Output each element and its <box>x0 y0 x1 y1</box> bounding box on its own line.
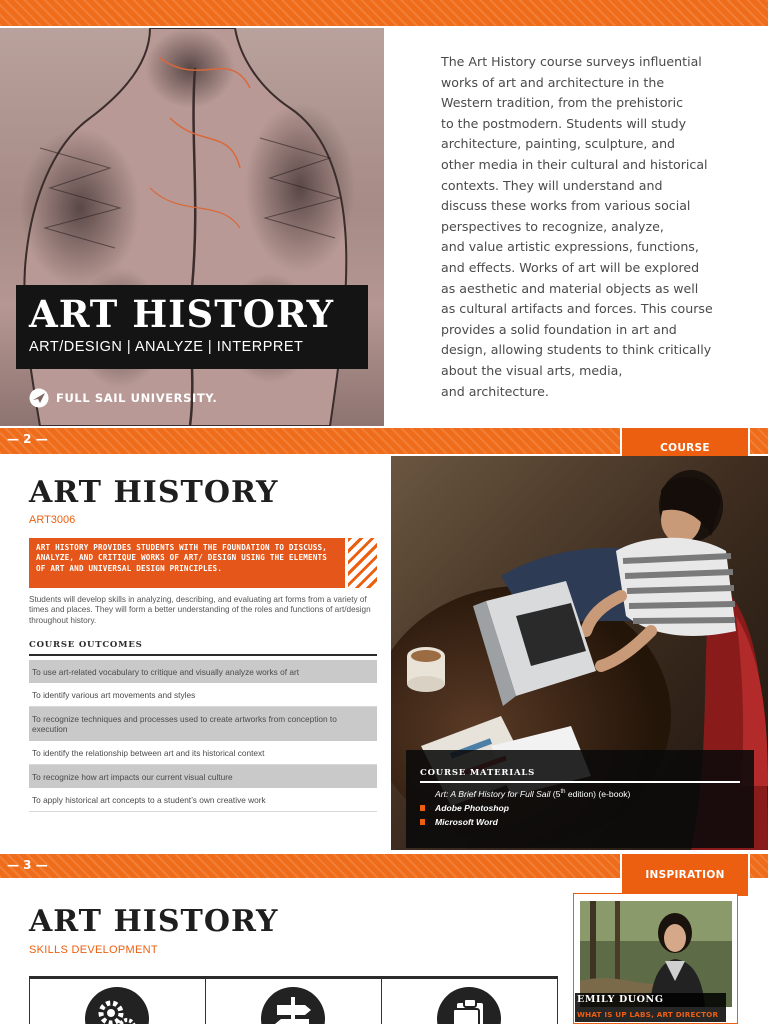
book-edition-post: edition) (e-book) <box>565 788 631 799</box>
intro-line: discuss these works from various social <box>441 198 691 214</box>
cover-title: ART HISTORY <box>29 292 334 336</box>
page-number: — 3 — <box>7 858 48 872</box>
materials-heading: COURSE MATERIALS <box>420 768 740 783</box>
intro-paragraph <box>441 52 716 402</box>
material-item <box>420 817 740 827</box>
bullet-icon <box>420 819 425 825</box>
course-code: ART3006 <box>29 514 76 526</box>
skill-cell <box>30 979 206 1024</box>
skills-grid <box>29 976 558 1024</box>
intro-line: perspectives to recognize, analyze, <box>441 218 664 234</box>
gears-icon <box>85 987 149 1024</box>
intro-line: and effects. Works of art will be explored <box>441 259 700 275</box>
sail-logo-icon <box>29 388 49 408</box>
software-photoshop: Adobe Photoshop <box>435 802 509 813</box>
full-sail-logo <box>29 388 217 408</box>
page-number: — 2 — <box>7 432 48 446</box>
intro-line: Western tradition, from the prehistoric <box>441 95 684 111</box>
intro-line: architecture, painting, sculpture, and <box>441 136 676 152</box>
tab-inspiration[interactable] <box>620 852 750 898</box>
outcome-row <box>29 683 377 707</box>
portrait-illustration <box>580 901 732 1007</box>
clipboard-icon <box>437 987 501 1024</box>
outcome-text: To identify various art movements and styles <box>32 689 196 700</box>
signpost-icon <box>261 987 325 1024</box>
book-title: Art: A Brief History for Full Sail <box>435 788 551 799</box>
intro-line: as aesthetic and material objects as well <box>441 280 699 296</box>
outcome-text: To identify the relationship between art and its historical context <box>32 747 265 758</box>
book-edition-pre: (5 <box>550 788 561 799</box>
intro-line: and architecture. <box>441 383 549 399</box>
intro-line: to the postmodern. Students will study <box>441 115 687 131</box>
outcomes-list <box>29 660 377 812</box>
inspiration-portrait <box>580 901 732 1007</box>
inspiration-role: WHAT IS UP LABS, ART DIRECTOR <box>575 1008 726 1022</box>
intro-line: other media in their cultural and historical <box>441 156 708 172</box>
cover-tagline: ART/DESIGN | ANALYZE | INTERPRET <box>29 339 304 355</box>
outcome-row <box>29 660 377 683</box>
outcome-row <box>29 707 377 741</box>
top-orange-band <box>0 0 768 26</box>
hatch-decoration <box>348 538 377 588</box>
page-3-title: ART HISTORY <box>29 904 279 939</box>
outcome-row <box>29 765 377 788</box>
bullet-icon <box>420 805 425 811</box>
brand-name: FULL SAIL UNIVERSITY. <box>56 391 218 405</box>
outcome-row <box>29 788 377 812</box>
outcome-text: To recognize how art impacts our current visual culture <box>32 771 233 782</box>
page-3-subtitle: SKILLS DEVELOPMENT <box>29 944 158 956</box>
tab-label: COURSE <box>660 442 710 454</box>
book-edition-sup: th <box>560 789 566 795</box>
outcome-text: To use art-related vocabulary to critique and visually analyze works of art <box>32 666 300 677</box>
course-materials-panel <box>406 750 754 848</box>
intro-line: and value artistic expressions, functions, <box>441 239 699 255</box>
intro-line: works of art and architecture in the <box>441 74 665 90</box>
bullet-icon <box>420 790 425 796</box>
material-item <box>420 787 740 799</box>
outcome-row <box>29 741 377 765</box>
intro-line: as cultural artifacts and forces. This course <box>441 301 713 317</box>
skill-cell <box>382 979 558 1024</box>
cover-title-box <box>16 285 368 369</box>
inspiration-name: EMILY DUONG <box>575 993 726 1008</box>
intro-line: provides a solid foundation in art and <box>441 321 677 337</box>
outcome-text: To recognize techniques and processes used to create artworks from conception to execution <box>32 714 337 734</box>
material-item <box>420 803 740 813</box>
skill-cell <box>206 979 382 1024</box>
software-word: Microsoft Word <box>435 816 498 827</box>
outcome-text: To apply historical art concepts to a student’s own creative work <box>32 794 266 805</box>
tab-label: INSPIRATION <box>645 869 725 881</box>
course-description: Students will develop skills in analyzing, describing, and evaluating art forms from a variety of times and places. They will form a better understanding of the roles and functions of art/design throughout history. <box>29 595 371 625</box>
intro-line: contexts. They will understand and <box>441 177 663 193</box>
page-2-title: ART HISTORY <box>29 475 279 510</box>
outcomes-heading: COURSE OUTCOMES <box>29 640 377 656</box>
intro-line: The Art History course surveys influential <box>441 54 702 69</box>
intro-line: design, allowing students to think critically <box>441 342 712 358</box>
callout-box: ART HISTORY PROVIDES STUDENTS WITH THE FOUNDATION TO DISCUSS, ANALYZE, AND CRITIQUE WORKS OF ART/ DESIGN USING THE ELEMENTS OF ART AND UNIVERSAL DESIGN PRINCIPLES. <box>29 538 345 588</box>
material-text <box>435 787 630 799</box>
intro-line: about the visual arts, media, <box>441 362 623 378</box>
